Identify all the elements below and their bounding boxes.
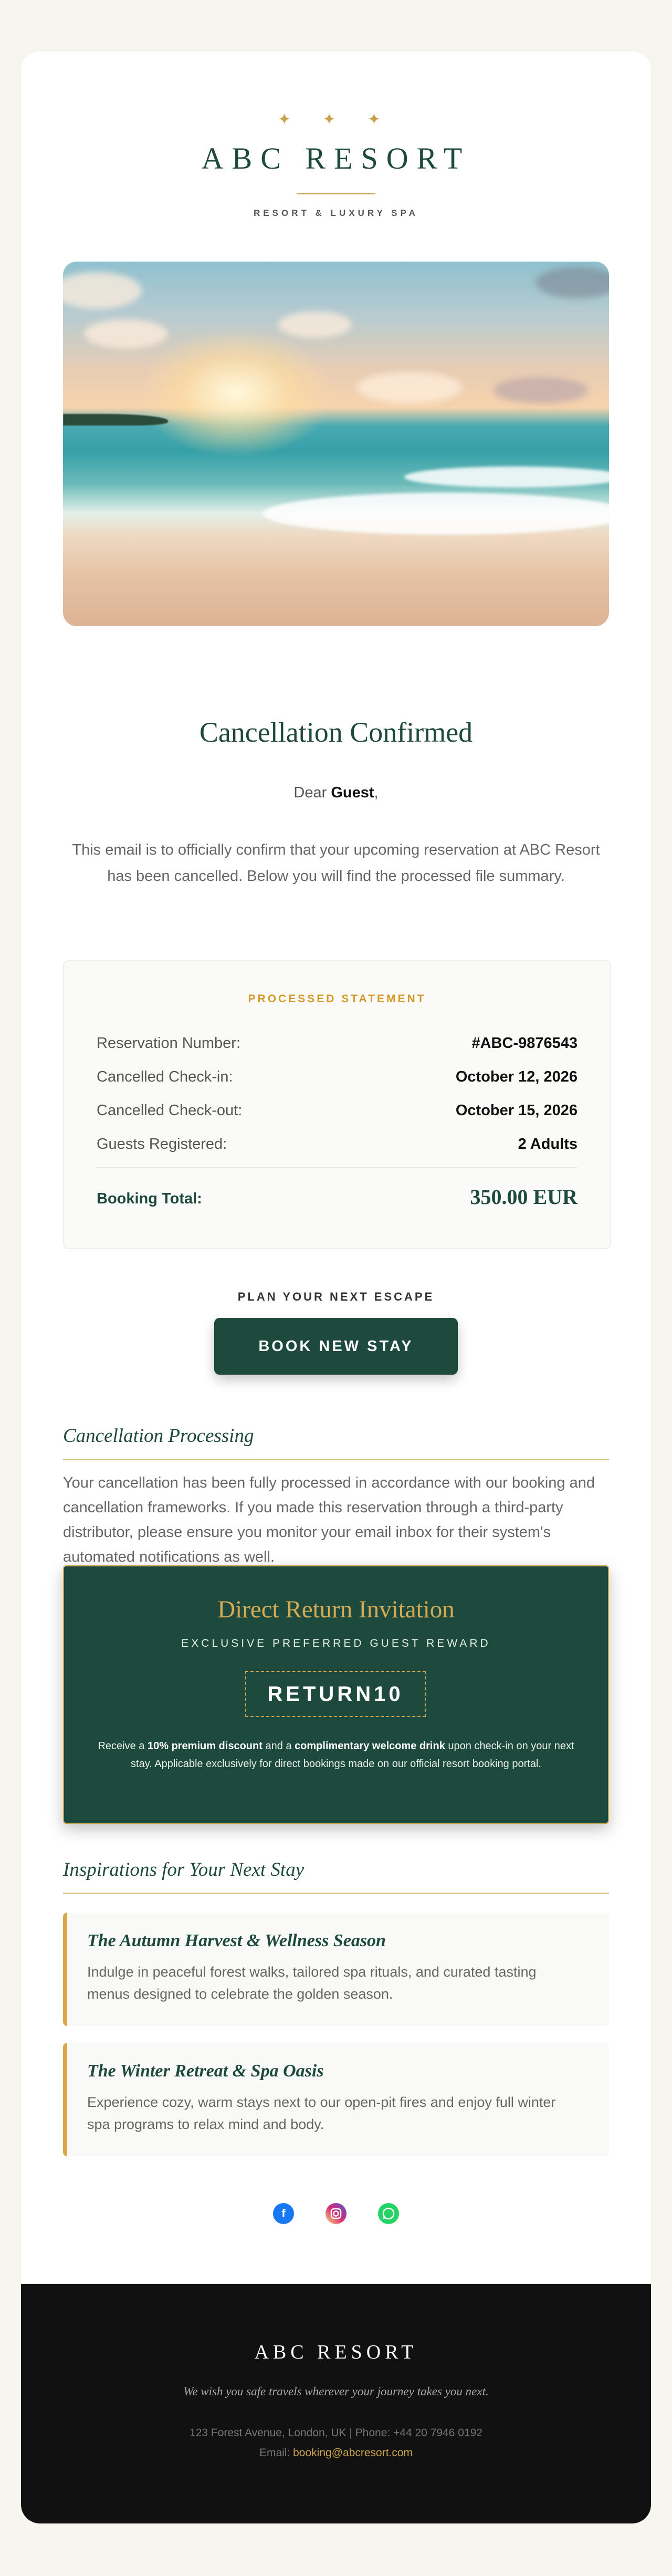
inspiration-card[interactable] — [63, 2043, 609, 2156]
promo-code[interactable]: RETURN10 — [245, 1671, 426, 1717]
intro-text: This email is to officially confirm that your upcoming reservation at ABC Resort has been cancelled. Below you will find the processed file summary. — [72, 842, 600, 885]
processing-text: Your cancellation has been fully processed in accordance with our booking and cancellation frameworks. If you made this reservation through a third-party distributor, please ensure you monitor your email inbox for their system's automated notifications as well. — [63, 1474, 595, 1565]
offer-title: Direct Return Invitation — [217, 1596, 455, 1623]
footer-brand: ABC RESORT — [254, 2341, 418, 2363]
facebook-icon[interactable]: f — [273, 2203, 294, 2224]
greeting-prefix: Dear — [293, 784, 331, 801]
row-value: October 15, 2026 — [455, 1102, 578, 1119]
statement-heading: PROCESSED STATEMENT — [248, 993, 426, 1005]
inspiration-title: The Autumn Harvest & Wellness Season — [87, 1931, 386, 1950]
total-value: 350.00 EUR — [470, 1185, 578, 1209]
brand-logo: ABC RESORT — [201, 141, 471, 175]
discount-highlight: 10% premium discount — [147, 1740, 262, 1752]
brand-divider — [297, 193, 375, 194]
footer-address: 123 Forest Avenue, London, UK | Phone: +44 20 7946 0192 — [190, 2427, 482, 2439]
return-offer-box — [63, 1565, 609, 1824]
email-card — [21, 51, 651, 2523]
row-value: 2 Adults — [518, 1136, 578, 1152]
inspiration-text: Experience cozy, warm stays next to our open-pit fires and enjoy full winter spa programs to relax mind and body. — [87, 2094, 556, 2132]
book-new-stay-button[interactable]: BOOK NEW STAY — [214, 1318, 458, 1375]
offer-subtitle: EXCLUSIVE PREFERRED GUEST REWARD — [181, 1637, 491, 1649]
statement-box — [63, 960, 611, 1249]
inspirations-divider — [63, 1893, 609, 1894]
greeting-name: Guest — [331, 784, 374, 801]
row-value: October 12, 2026 — [455, 1068, 578, 1085]
brand-tagline: RESORT & LUXURY SPA — [254, 208, 418, 218]
whatsapp-icon[interactable] — [378, 2203, 399, 2224]
drink-highlight: complimentary welcome drink — [295, 1740, 445, 1752]
row-value: #ABC-9876543 — [471, 1035, 578, 1052]
email-link[interactable]: booking@abcresort.com — [293, 2447, 413, 2459]
footer-note: We wish you safe travels wherever your journey takes you next. — [183, 2385, 489, 2398]
inspiration-text: Indulge in peaceful forest walks, tailored spa rituals, and curated tasting menus designed to celebrate the golden season. — [87, 1964, 537, 2002]
row-label: Cancelled Check-in: — [97, 1068, 233, 1085]
total-label: Booking Total: — [97, 1190, 202, 1207]
greeting — [21, 784, 651, 802]
row-label: Reservation Number: — [97, 1035, 240, 1052]
page-title: Cancellation Confirmed — [199, 716, 473, 748]
footer-email-line: Email: booking@abcresort.com — [259, 2447, 413, 2459]
processing-title: Cancellation Processing — [63, 1425, 254, 1447]
instagram-icon[interactable] — [326, 2203, 346, 2224]
stars-ornament: ✦ ✦ ✦ — [277, 111, 395, 128]
inspirations-title: Inspirations for Your Next Stay — [63, 1859, 304, 1881]
offer-text: Receive a 10% premium discount and a complimentary welcome drink upon check-in on your next stay. Applicable exclusively for direct bookings made on our official resort booking portal. — [98, 1740, 574, 1770]
inspiration-card[interactable] — [63, 1913, 609, 2026]
row-label: Guests Registered: — [97, 1136, 227, 1152]
row-label: Cancelled Check-out: — [97, 1102, 243, 1119]
inspiration-title: The Winter Retreat & Spa Oasis — [87, 2061, 324, 2081]
greeting-suffix: , — [374, 784, 379, 801]
footer — [21, 2284, 651, 2523]
processing-divider — [63, 1459, 609, 1460]
statement-divider — [97, 1167, 578, 1168]
cta-eyebrow: PLAN YOUR NEXT ESCAPE — [237, 1290, 435, 1303]
hero-image — [63, 262, 609, 626]
